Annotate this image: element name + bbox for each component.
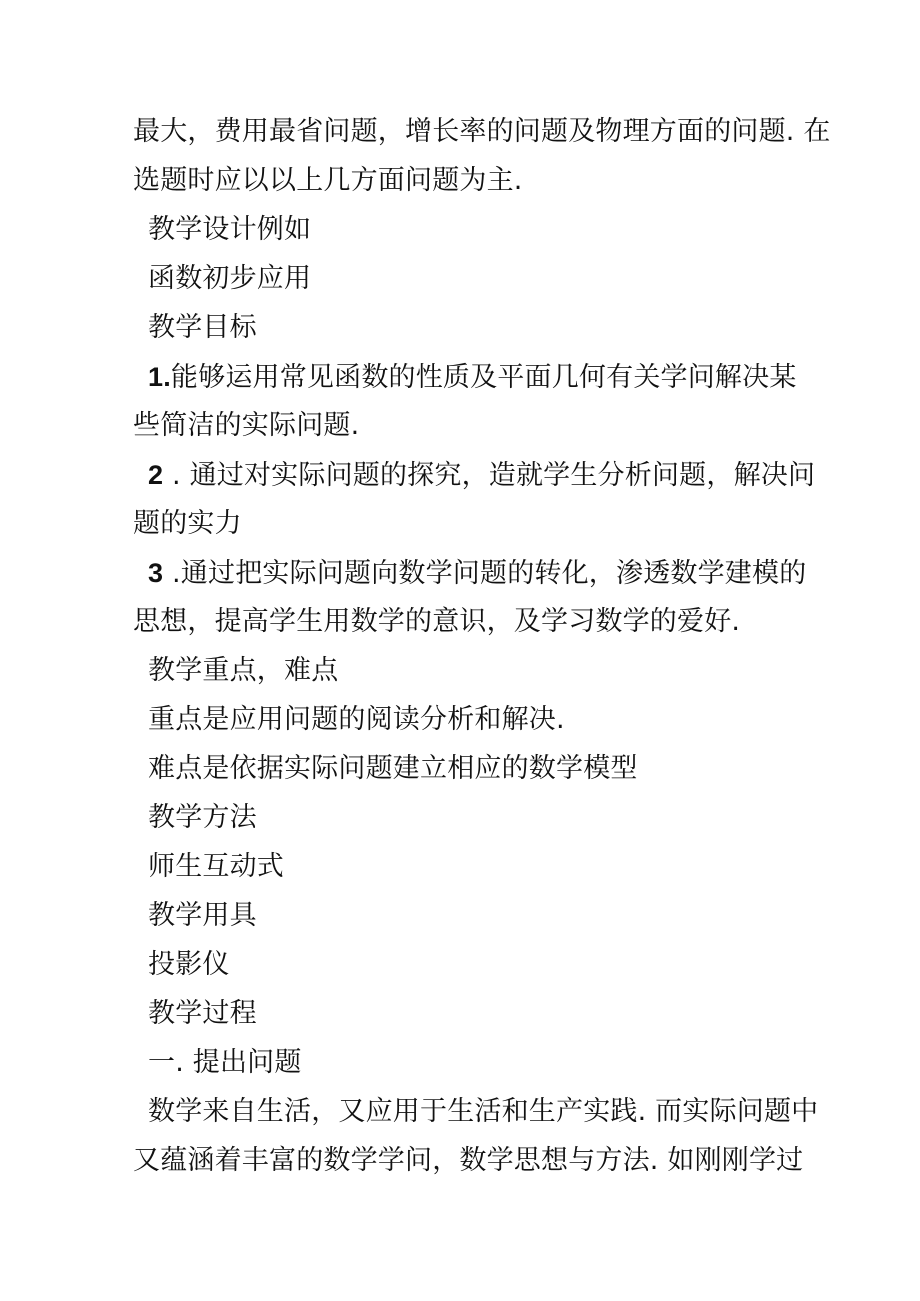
objective-text: . 通过对实际问题的探究，造就学生分析问题，解决问 xyxy=(172,460,816,491)
text-line: 最大，费用最省问题，增长率的问题及物理方面的问题. 在 xyxy=(133,116,831,147)
subsection-heading: 一. 提出问题 xyxy=(148,1047,302,1078)
objective-text: .通过把实际问题向数学问题的转化，渗透数学建模的 xyxy=(172,558,807,589)
list-number: 2 xyxy=(148,460,164,490)
text-line: 些简洁的实际问题. xyxy=(133,410,360,441)
section-heading: 教学重点，难点 xyxy=(148,655,339,686)
text-line: 重点是应用问题的阅读分析和解决. xyxy=(148,704,565,735)
text-line: 难点是依据实际问题建立相应的数学模型 xyxy=(148,753,638,784)
text-line: 又蕴涵着丰富的数学学问，数学思想与方法. 如刚刚学过 xyxy=(133,1145,804,1176)
objective-item-2 xyxy=(148,458,816,493)
text-line: 题的实力 xyxy=(133,508,242,539)
list-number: 1. xyxy=(148,362,171,392)
lesson-title: 函数初步应用 xyxy=(148,263,312,294)
text-line: 选题时应以以上几方面问题为主. xyxy=(133,165,523,196)
section-heading: 教学用具 xyxy=(148,900,257,931)
list-number: 3 xyxy=(148,558,164,588)
text-line: 思想，提高学生用数学的意识，及学习数学的爱好. xyxy=(133,606,741,637)
text-line: 师生互动式 xyxy=(148,851,284,882)
objective-item-3 xyxy=(148,556,808,591)
objective-text: 能够运用常见函数的性质及平面几何有关学问解决某 xyxy=(170,362,797,393)
text-line: 投影仪 xyxy=(148,949,230,980)
objective-item-1 xyxy=(148,360,808,395)
section-heading: 教学目标 xyxy=(148,312,257,343)
section-heading: 教学设计例如 xyxy=(148,214,312,245)
section-heading: 教学过程 xyxy=(148,998,257,1029)
section-heading: 教学方法 xyxy=(148,802,257,833)
text-line: 数学来自生活，又应用于生活和生产实践. 而实际问题中 xyxy=(148,1096,819,1127)
